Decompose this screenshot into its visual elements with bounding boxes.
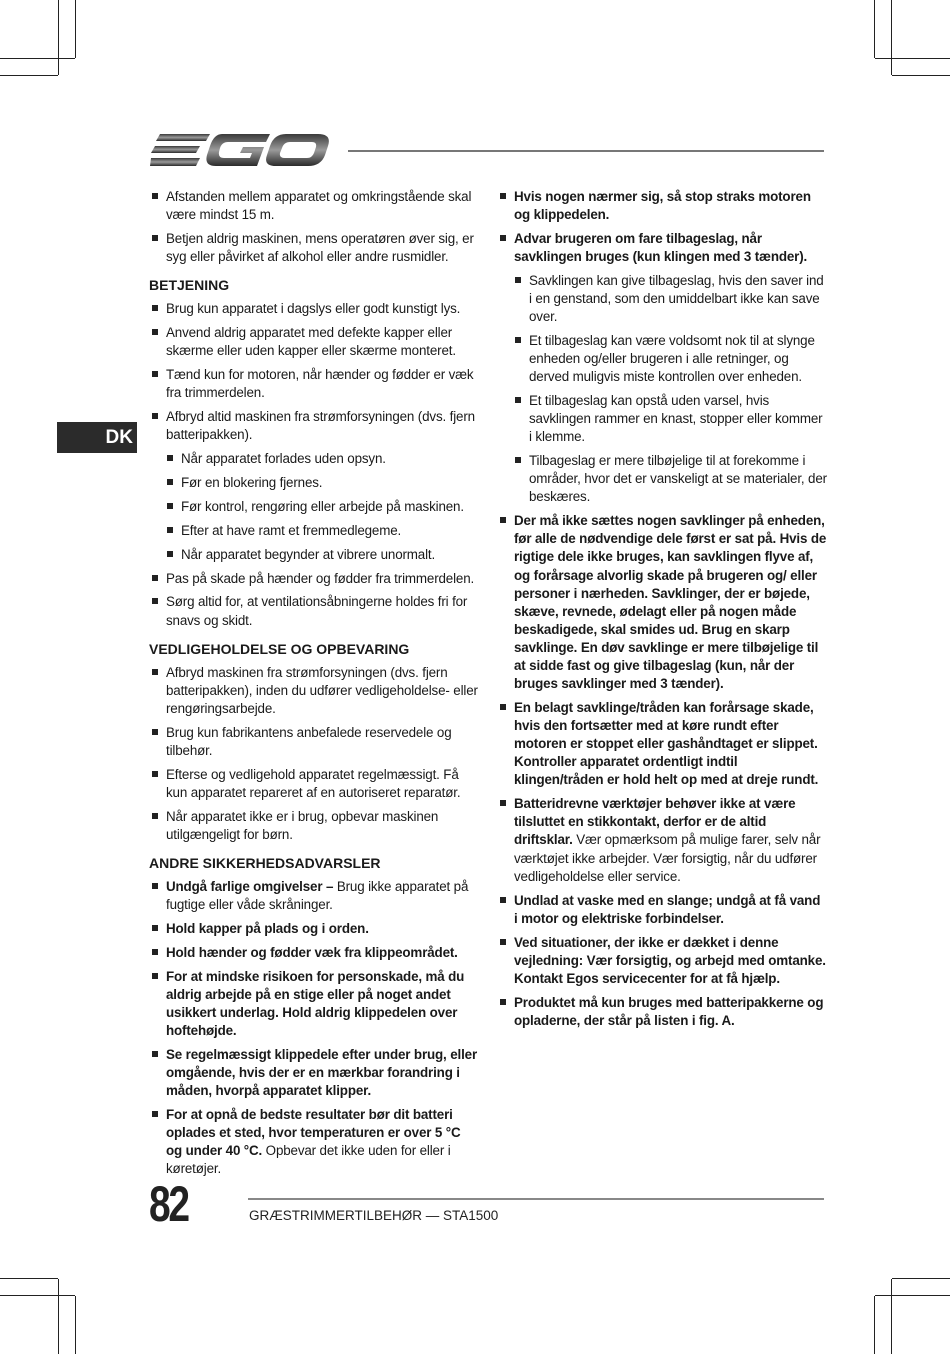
list-item: Produktet må kun bruges med batteripakkerne og opladerne, der står på listen i fig. A. <box>497 994 827 1030</box>
list-item: Brug kun fabrikantens anbefalede reservedele og tilbehør. <box>149 724 479 760</box>
list-item: Når apparatet ikke er i brug, opbevar maskinen utilgængeligt for børn. <box>149 808 479 844</box>
item-text: Vær opmærksom på mulige farer, selv når værktøjet ikke arbejder. Vær forsigtig, når du udfører vedligeholdelse eller service. <box>514 832 821 884</box>
crop-mark <box>875 58 950 59</box>
bold-lead: For at opnå de bedste resultater bør dit batteri oplades et sted, hvor temperaturen er over 5 °C og under 40 °C. <box>166 1107 461 1159</box>
crop-mark <box>875 1295 950 1296</box>
list-item: Advar brugeren om fare tilbageslag, når savklingen bruges (kun klingen med 3 tænder). <box>497 230 827 266</box>
list-item <box>149 1106 479 1178</box>
sub-list-item: Når apparatet begynder at vibrere unormalt. <box>164 546 479 564</box>
list-item: En belagt savklinge/tråden kan forårsage skade, hvis den fortsætter med at køre rundt efter motoren er stoppet eller gashåndtaget er slippet. Kontroller apparatet ordentligt indtil klingen/tråden er hold helt op med at dreje rundt. <box>497 699 827 789</box>
section-heading: VEDLIGEHOLDELSE OG OPBEVARING <box>149 640 410 657</box>
list-item: Ved situationer, der ikke er dækket i denne vejledning: Vær forsigtig, og arbejd med omtanke. Kontakt Egos servicecenter for at få hjælp. <box>497 934 827 988</box>
list-item: Pas på skade på hænder og fødder fra trimmerdelen. <box>149 570 479 588</box>
item-text: Opbevar det ikke uden for eller i køretøjer. <box>166 1143 451 1177</box>
list-item: Hold hænder og fødder væk fra klippeområdet. <box>149 944 479 962</box>
list-item: Efterse og vedligehold apparatet regelmæssigt. Få kun apparatet repareret af en autoriseret reparatør. <box>149 766 479 802</box>
list-item: Undlad at vaske med en slange; undgå at få vand i motor og elektriske forbindelser. <box>497 892 827 928</box>
section-heading: ANDRE SIKKERHEDSADVARSLER <box>149 854 381 871</box>
sub-list-item: Savklingen kan give tilbageslag, hvis den saver ind i en genstand, som den umiddelbart ikke kan save over. <box>512 272 827 326</box>
footer-rule <box>248 1198 824 1200</box>
right-column <box>497 188 827 1036</box>
list-item: Anvend aldrig apparatet med defekte kapper eller skærme eller uden kapper eller skærme monteret. <box>149 324 479 360</box>
left-list <box>149 188 479 1178</box>
list-item: Afbryd altid maskinen fra strømforsyningen (dvs. fjern batteripakken). <box>149 408 479 444</box>
crop-mark <box>892 1278 950 1279</box>
list-item: Der må ikke sættes nogen savklinger på enheden, før alle de nødvendige dele først er sat på. Hvis de rigtige dele ikke bruges, kan savklingen flyve af, og forårsage alvorlig skade på brugeren og/ eller personer i nærheden. Savklinger, der er bøjede, skæve, revnede, ødelagt eller på nogen måde beskadigede, skal smides ud. Brug en skarp savklinge. En døv savklinge er mere tilbøjelige til at sidde fast og give tilbageslag (kun, når der bruges savklinger med 3 tænder). <box>497 512 827 693</box>
page-number: 82 <box>149 1176 188 1232</box>
sub-list-item: Tilbageslag er mere tilbøjelige til at forekomme i områder, hvor det er vanskeligt at se materialer, der beskæres. <box>512 452 827 506</box>
crop-mark <box>891 1279 892 1354</box>
list-item <box>497 795 827 885</box>
ego-logo <box>150 128 330 172</box>
crop-mark <box>0 1295 75 1296</box>
crop-mark <box>0 1278 58 1279</box>
list-item: Afstanden mellem apparatet og omkringstående skal være mindst 15 m. <box>149 188 479 224</box>
list-item <box>149 878 479 914</box>
crop-mark <box>0 58 75 59</box>
sub-list-item: Efter at have ramt et fremmedlegeme. <box>164 522 479 540</box>
sub-list-item: Et tilbageslag kan være voldsomt nok til at slynge enheden og/eller brugeren i alle retninger, og derved muligvis miste kontrollen over enheden. <box>512 332 827 386</box>
crop-mark <box>892 75 950 76</box>
crop-mark <box>891 0 892 75</box>
crop-mark <box>58 1279 59 1354</box>
crop-mark <box>874 0 875 58</box>
list-item: Afbryd maskinen fra strømforsyningen (dvs. fjern batteripakken), inden du udfører vedligeholdelse- eller rengøringsarbejde. <box>149 664 479 718</box>
list-item: Sørg altid for, at ventilationsåbningerne holdes fri for snavs og skidt. <box>149 593 479 629</box>
list-item: Hold kapper på plads og i orden. <box>149 920 479 938</box>
item-text: Brug ikke apparatet på fugtige eller våde skråninger. <box>166 879 469 913</box>
bold-lead: Undgå farlige omgivelser – <box>166 879 334 895</box>
crop-mark <box>0 75 58 76</box>
list-item: Betjen aldrig maskinen, mens operatøren øver sig, er syg eller påvirket af alkohol eller andre rusmidler. <box>149 230 479 266</box>
footer-text: GRÆSTRIMMERTILBEHØR — STA1500 <box>249 1208 499 1223</box>
sub-list-item: Når apparatet forlades uden opsyn. <box>164 450 479 468</box>
crop-mark <box>58 0 59 75</box>
list-item: Se regelmæssigt klippedele efter under brug, eller omgående, hvis der er en mærkbar forandring i måden, hvorpå apparatet klipper. <box>149 1046 479 1100</box>
header-rule <box>348 150 824 152</box>
language-tab: DK <box>57 422 137 453</box>
section-heading: BETJENING <box>149 277 230 294</box>
list-item: Hvis nogen nærmer sig, så stop straks motoren og klippedelen. <box>497 188 827 224</box>
crop-mark <box>874 1296 875 1354</box>
sub-list-item: Et tilbageslag kan opstå uden varsel, hvis savklingen rammer en knast, stopper eller kommer i klemme. <box>512 392 827 446</box>
list-item: Tænd kun for motoren, når hænder og fødder er væk fra trimmerdelen. <box>149 366 479 402</box>
crop-mark <box>75 1296 76 1354</box>
sub-list-item: Før kontrol, rengøring eller arbejde på maskinen. <box>164 498 479 516</box>
bold-lead: Batteridrevne værktøjer behøver ikke at være tilsluttet en stikkontakt, derfor er de altid driftsklar. <box>514 796 796 848</box>
list-item: Brug kun apparatet i dagslys eller godt kunstigt lys. <box>149 300 479 318</box>
right-list <box>497 188 827 1030</box>
sub-list-item: Før en blokering fjernes. <box>164 474 479 492</box>
left-column <box>149 188 479 1184</box>
crop-mark <box>75 0 76 58</box>
list-item: For at mindske risikoen for personskade, må du aldrig arbejde på en stige eller på noget andet usikkert underlag. Hold aldrig klippedelen over hoftehøjde. <box>149 968 479 1040</box>
